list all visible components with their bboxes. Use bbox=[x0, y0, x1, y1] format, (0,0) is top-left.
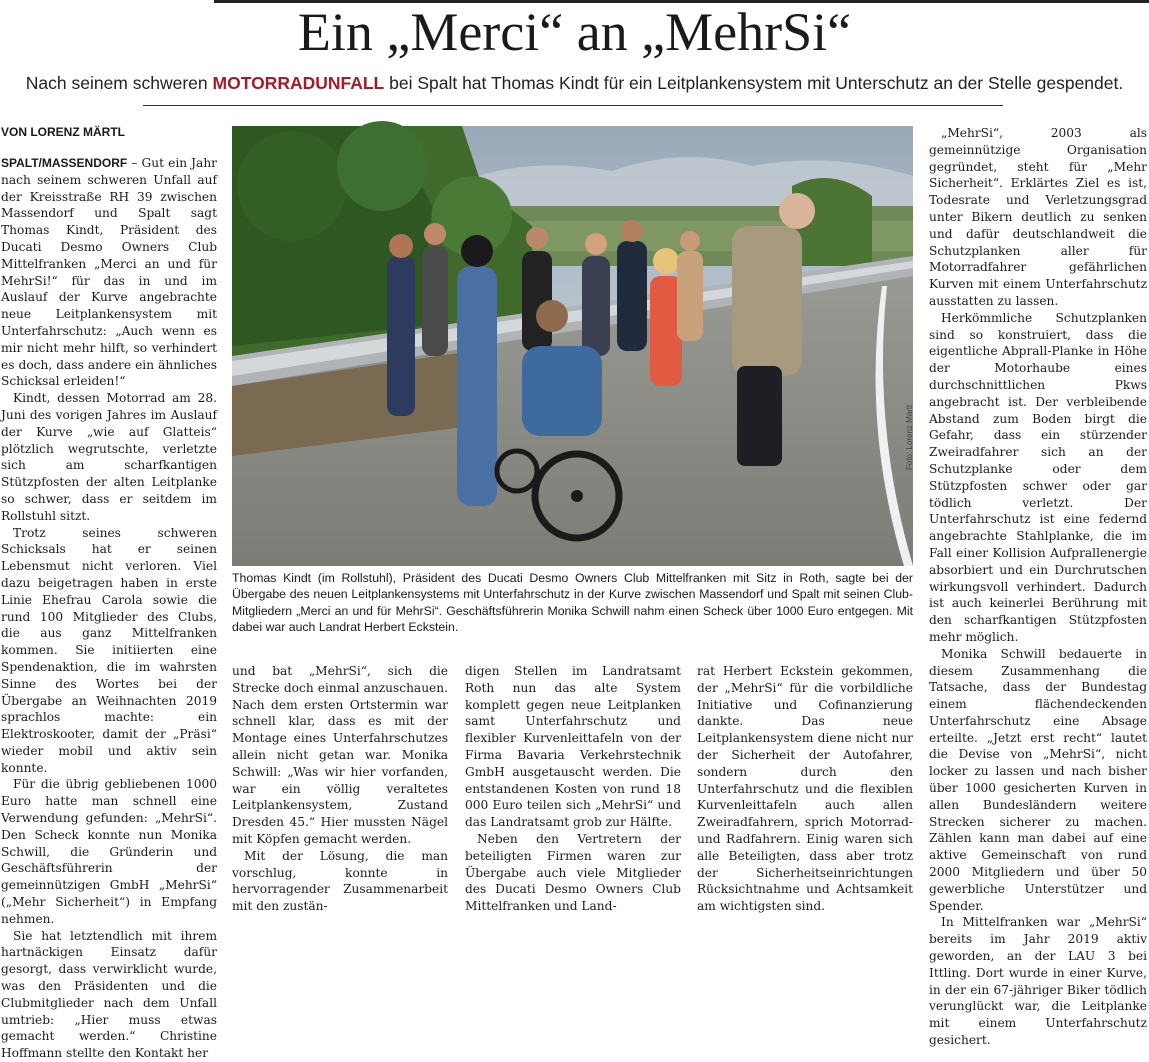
subhead-pre: Nach seinem schweren bbox=[25, 73, 213, 93]
paragraph: Kindt, dessen Motorrad am 28. Juni des vorigen Jahres im Auslauf der Kurve „wie auf Glatteis“ plötzlich wegrutschte, verletzte sich am scharfkantigen Stützpfosten der alten Leitplanke so schwer, dass er seitdem im Rollstuhl sitzt. bbox=[1, 391, 217, 523]
paragraph: Herkömmliche Schutzplanken sind so konstruiert, dass die eigentliche Abprall-Planke in Höhe der Motorhaube eines durchschnittlichen Pkws angebracht ist. Der verbleibende Abstand zum Boden birgt die Gefahr, dass ein stürzender Zweiradfahrer sich an der Schutzplanke oder dem Stützpfosten schwer oder gar tödlich verletzt. Der Unterfahrschutz ist eine federnd angebrachte Stahlplanke, die im Fall einer Kollision Aufprallenergie absorbiert und ein Durchrutschen wirkungsvoll verhindert. Dadurch ist auch keinerlei Berührung mit den scharfkantigen Stützpfosten mehr möglich. bbox=[929, 310, 1147, 644]
page-title: Ein „Merci“ an „MehrSi“ bbox=[297, 2, 852, 62]
photo-illustration bbox=[232, 126, 913, 566]
paragraph: Trotz seines schweren Schicksals hat er seinen Lebensmut nicht verloren. Viel dazu beigetragen haben in erste Linie Ehefrau Carola sowie die rund 100 Mitglieder des Clubs, die aus ganz Mittelfranken kommen. Sie initiierten eine Spendenaktion, die im wahrsten Sinne des Wortes bei der Übergabe an Weihnachten 2019 sprachlos machte: ein Elektroskooter, damit der „Präsi“ wieder mobil und aktiv sein konnte. bbox=[1, 525, 217, 775]
article-column-1 bbox=[1, 155, 217, 1061]
photo-caption: Thomas Kindt (im Rollstuhl), Präsident des Ducati Desmo Owners Club Mittelfranken mit Sitz in Roth, sagte bei der Übergabe des neuen Leitplankensystems mit Unterfahrschutz in der Kurve zwischen Massendorf und Spalt mit seinen Club-Mitgliedern „Merci an und für MehrSi“. Geschäftsführerin Monika Schwill nahm einen Scheck über 1000 Euro entgegen. Mit dabei war auch Landrat Herbert Eckstein. bbox=[232, 571, 913, 634]
paragraph: In Mittelfranken war „MehrSi“ bereits im Jahr 2019 aktiv geworden, an der LAU 3 bei Ittling. Dort wurde in einer Kurve, in der ein 67-jähriger Biker tödlich verunglückt war, die Leitplanke mit einem Unterfahrschutz gesichert. bbox=[929, 915, 1147, 1048]
paragraph: Für die übrig gebliebenen 1000 Euro hatte man schnell eine Verwendung gefunden: „MehrSi“. Den Scheck konnte nun Monika Schwill, die Gründerin und Geschäftsführerin der gemeinnützigen GmbH „MehrSi“ („Mehr Sicherheit“) in Empfang nehmen. bbox=[1, 777, 217, 926]
dateline: SPALT/MASSENDORF bbox=[1, 156, 128, 170]
article-photo bbox=[232, 126, 913, 566]
subhead-keyword: MOTORRADUNFALL bbox=[212, 73, 385, 93]
photo-credit: Foto: Lorenz Märtl bbox=[905, 405, 914, 470]
paragraph: Neben den Vertretern der beteiligten Firmen waren zur Übergabe auch viele Mitglieder des Ducati Desmo Owners Club Mittelfranken und Land- bbox=[465, 831, 681, 914]
paragraph: Sie hat letztendlich mit ihrem hartnäckigen Einsatz dafür gesorgt, dass verwirklicht wurde, was den Präsidenten und die Clubmitglieder nach dem Unfall umtrieb: „Hier muss etwas gemacht werden.“ Christine Hoffmann stellte den Kontakt her bbox=[1, 928, 217, 1061]
article-column-4 bbox=[697, 663, 913, 914]
paragraph: digen Stellen im Landratsamt Roth nun das alte System komplett gegen neue Leitplanken samt Unterfahrschutz und flexibler Kurvenleittafeln von der Firma Bavaria Verkehrstechnik GmbH ausgetauscht werden. Die entstandenen Kosten von rund 18 000 Euro teilen sich „MehrSi“ und das Landratsamt grob zur Hälfte. bbox=[465, 664, 681, 830]
paragraph: Mit der Lösung, die man vorschlug, konnte in hervorragender Zusammenarbeit mit den zustän- bbox=[232, 848, 448, 914]
subheadline bbox=[0, 70, 1149, 96]
article-column-5 bbox=[929, 125, 1147, 1048]
author-byline: VON LORENZ MÄRTL bbox=[1, 125, 125, 139]
subhead-rule bbox=[143, 105, 1003, 106]
subhead-post: bei Spalt hat Thomas Kindt für ein Leitplankensystem mit Unterschutz an der Stelle gespendet. bbox=[384, 73, 1124, 93]
paragraph: „MehrSi“, 2003 als gemeinnützige Organisation gegründet, steht für „Mehr Sicherheit“. Erklärtes Ziel es ist, Todesrate und Verletzungsgrad unter Bikern deutlich zu senken und dafür deutschlandweit die Schutzplanken aller für Motorradfahrer gefährlichen Kurven mit einem Unterfahrschutz ausstatten zu lassen. bbox=[929, 126, 1147, 308]
article-column-2 bbox=[232, 663, 448, 914]
paragraph: Monika Schwill bedauerte in diesem Zusammenhang die Tatsache, dass der Bundestag einem flächendeckenden Unterfahrschutz eine Absage erteilte. „Jetzt erst recht“ lautet die Devise von „MehrSi“, nicht locker zu lassen und nach bisher über 1000 gesicherten Kurven in allen Bundesländern weitere Strecken sicherer zu machen. Zählen kann man dabei auf eine aktive Gemeinschaft von rund 2000 Mitgliedern und über 50 gewerbliche Unterstützer und Spender. bbox=[929, 646, 1147, 913]
paragraph: SPALT/MASSENDORF – Gut ein Jahr nach seinem schweren Unfall auf der Kreisstraße RH 39 zwischen Massendorf und Spalt sagt Thomas Kindt, Präsident des Ducati Desmo Owners Club Mittelfranken „Merci an und für MehrSi!“ für das in und im Auslauf der Kurve angebrachte neue Leitplankensystem mit Unterfahrschutz: „Auch wenn es mir nicht mehr hilft, so verhindert es doch, dass andere ein ähnliches Schicksal erleiden!“ bbox=[1, 156, 217, 389]
paragraph: rat Herbert Eckstein gekommen, der „MehrSi“ für die vorbildliche Initiative und Cofinanzierung dankte. Das neue Leitplankensystem diene nicht nur der Sicherheit der Autofahrer, sondern durch den Unterfahrschutz und die flexiblen Kurvenleittafeln auch allen Zweiradfahrern, sprich Motorrad- und Radfahrern. Einig waren sich alle Beteiligten, dass aber trotz der Sicherheitseinrichtungen Rücksichtnahme und Achtsamkeit am wichtigsten sind. bbox=[697, 664, 913, 914]
article-column-3 bbox=[465, 663, 681, 914]
paragraph: und bat „MehrSi“, sich die Strecke doch einmal anzuschauen. Nach dem ersten Ortstermin war schnell klar, dass es mit der Montage eines Unterfahrschutzes allein nicht getan war. Monika Schwill: „Was wir hier vorfanden, war ein völlig veraltetes Leitplankensystem, Zustand Dresden 45.“ Hier mussten Nägel mit Köpfen gemacht werden. bbox=[232, 664, 448, 846]
